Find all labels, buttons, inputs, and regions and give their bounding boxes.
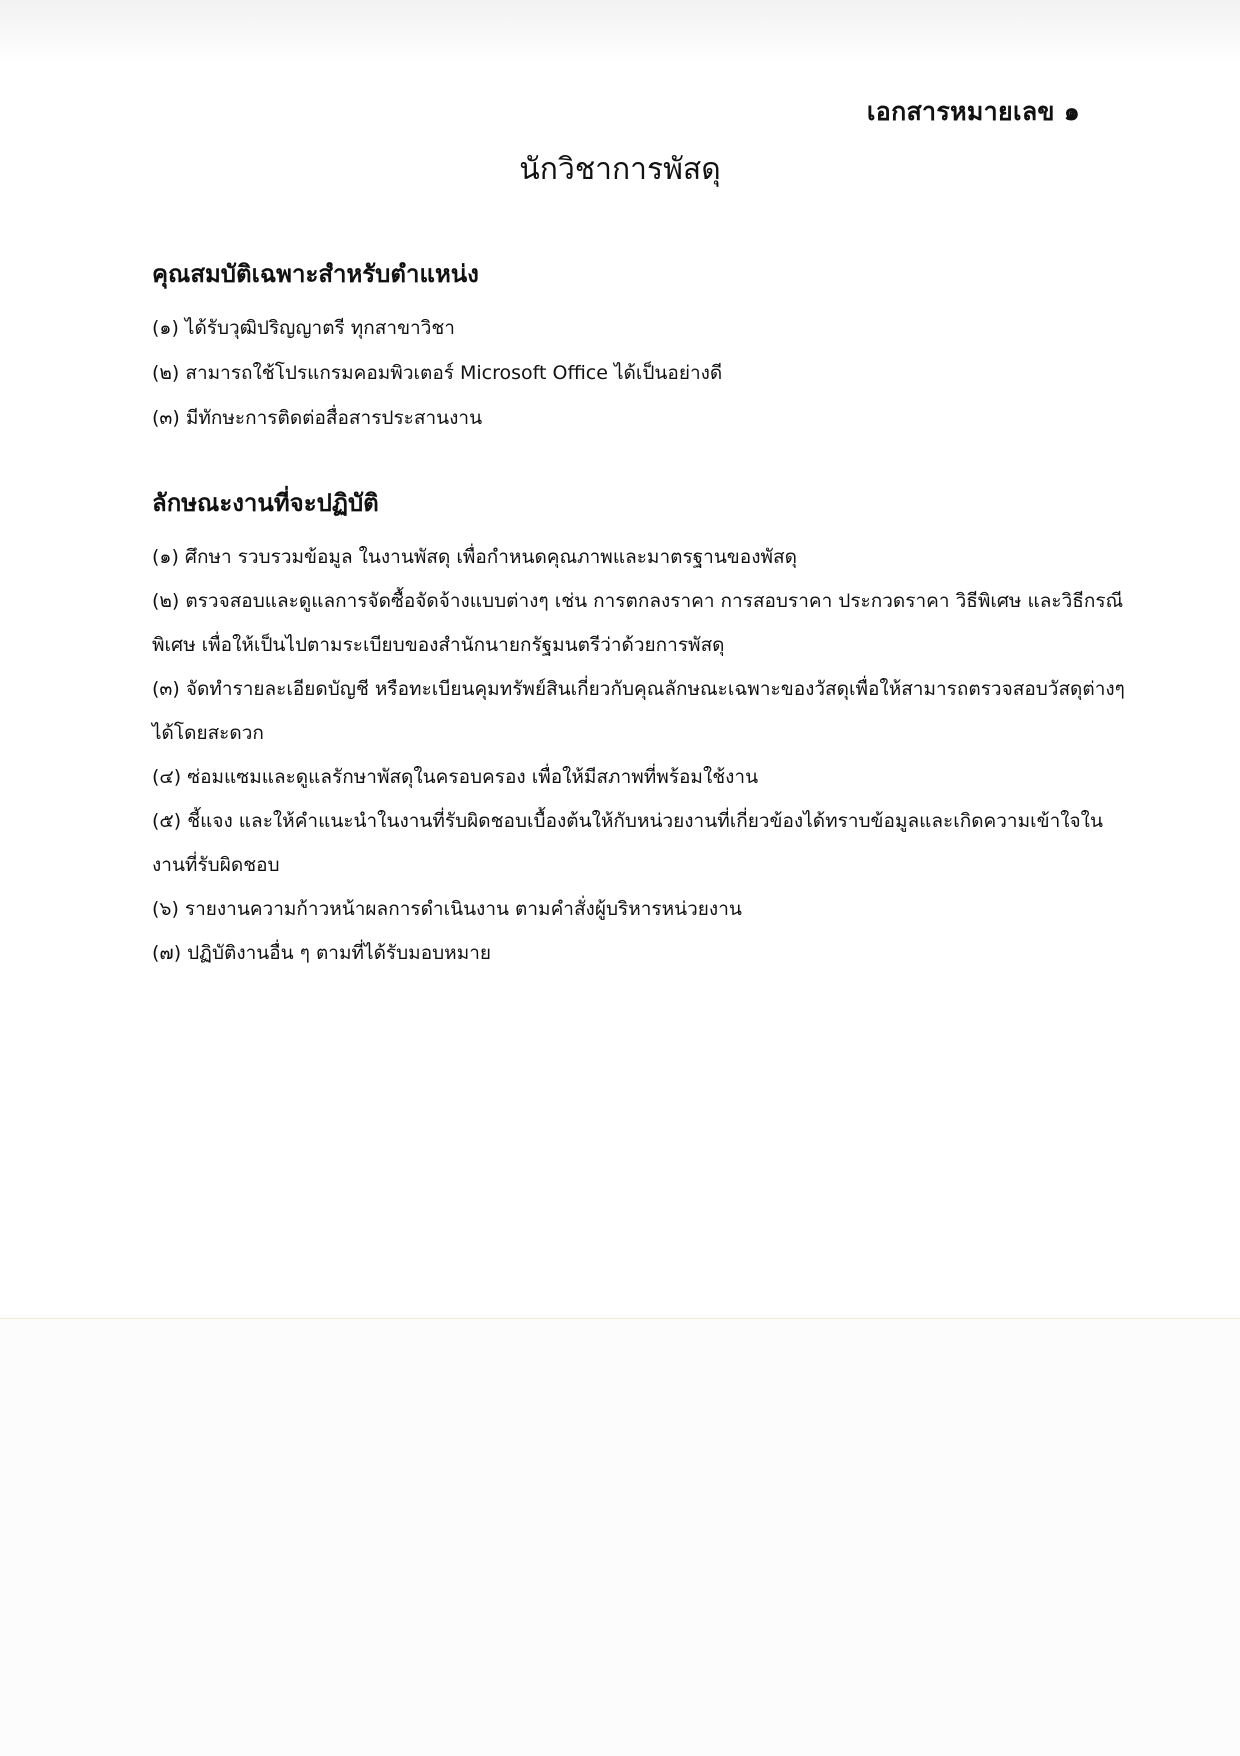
item-text: ตรวจสอบและดูแลการจัดซื้อจัดจ้างแบบต่างๆ เช่น การตกลงราคา การสอบราคา ประกวดราคา วิธีพิเศษ และวิธีกรณีพิเศษ เพื่อให้เป็นไปตามระเบียบของสำนักนายกรัฐมนตรีว่าด้วยการพัสดุ [152,590,1124,656]
duty-item [152,755,1132,799]
item-text: มีทักษะการติดต่อสื่อสารประสานงาน [185,407,483,429]
item-number: (๓) [152,678,180,700]
item-number: (๒) [152,590,180,612]
duties-list [152,535,1132,975]
duty-item [152,667,1132,755]
item-number: (๒) [152,362,180,384]
item-number: (๑) [152,317,179,339]
item-text: ซ่อมแซมและดูแลรักษาพัสดุในครอบครอง เพื่อให้มีสภาพที่พร้อมใช้งาน [187,766,759,788]
item-number: (๖) [152,898,179,920]
qualification-item [152,306,1132,351]
item-text: ปฏิบัติงานอื่น ๆ ตามที่ได้รับมอบหมาย [187,942,492,964]
duties-section [152,487,1132,975]
duty-item [152,887,1132,931]
item-number: (๗) [152,942,182,964]
document-title: นักวิชาการพัสดุ [519,152,721,187]
item-text: ชี้แจง และให้คำแนะนำในงานที่รับผิดชอบเบื้องต้นให้กับหน่วยงานที่เกี่ยวข้องได้ทราบข้อมูลและเกิดความเข้าใจในงานที่รับผิดชอบ [152,810,1103,876]
qualifications-section [152,258,1132,441]
duty-item [152,799,1132,887]
item-number: (๔) [152,766,182,788]
qualifications-heading: คุณสมบัติเฉพาะสำหรับตำแหน่ง [152,260,479,288]
item-text: ศึกษา รวบรวมข้อมูล ในงานพัสดุ เพื่อกำหนดคุณภาพและมาตรฐานของพัสดุ [184,546,797,568]
duties-heading: ลักษณะงานที่จะปฏิบัติ [152,489,379,517]
item-text: สามารถใช้โปรแกรมคอมพิวเตอร์ Microsoft Office ได้เป็นอย่างดี [185,362,723,384]
item-text: จัดทำรายละเอียดบัญชี หรือทะเบียนคุมทรัพย์สินเกี่ยวกับคุณลักษณะเฉพาะของวัสดุเพื่อให้สามารถตรวจสอบวัสดุต่างๆ ได้โดยสะดวก [152,678,1125,744]
item-number: (๑) [152,546,179,568]
scan-top-shading [0,0,1240,62]
item-number: (๓) [152,407,180,429]
duty-item [152,535,1132,579]
qualifications-list [152,306,1132,441]
qualification-item [152,351,1132,396]
item-number: (๕) [152,810,182,832]
item-text: ได้รับวุฒิปริญญาตรี ทุกสาขาวิชา [184,317,455,339]
scan-bottom-shading [0,1318,1240,1756]
qualification-item [152,396,1132,441]
item-text: รายงานความก้าวหน้าผลการดำเนินงาน ตามคำสั่งผู้บริหารหน่วยงาน [184,898,742,920]
duty-item [152,931,1132,975]
document-number: เอกสารหมายเลข ๑ [866,97,1080,126]
duty-item [152,579,1132,667]
